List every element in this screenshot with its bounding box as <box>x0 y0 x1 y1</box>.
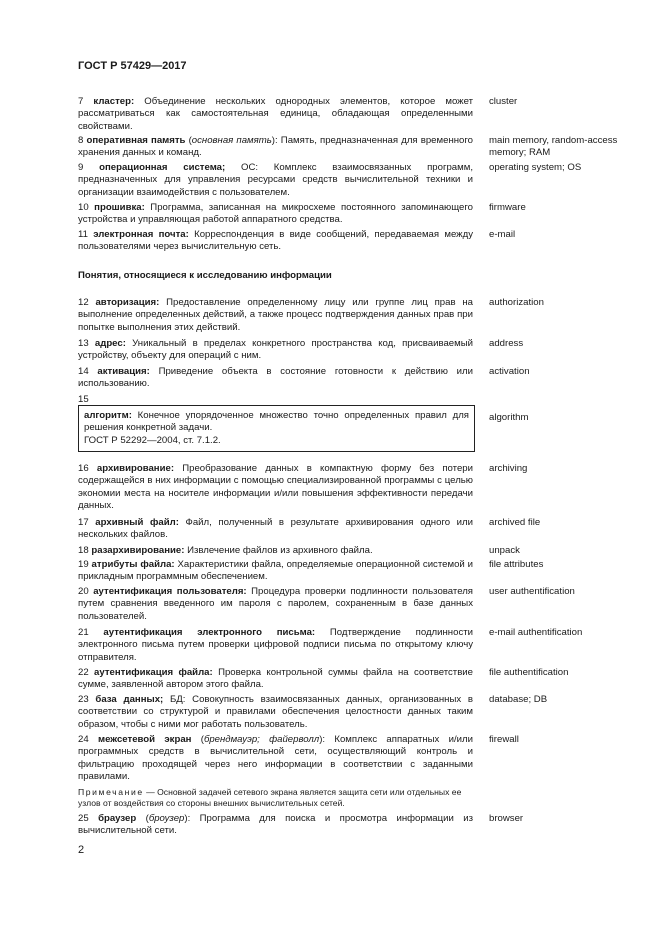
term-english-16: archiving <box>489 463 528 474</box>
note-text: — Основной задачей сетевого экрана является защита сети или отдельных ее узлов от воздействия со стороны внешних вычислительных сетей. <box>78 787 462 809</box>
term-number: 14 <box>78 366 89 377</box>
term-definition: Приведение объекта в состояние готовности к действию или использованию. <box>78 366 473 390</box>
term-title: атрибуты файла: <box>91 559 175 570</box>
term-entry-21 <box>78 627 473 664</box>
term-definition: : Программа для поиска и просмотра информации из вычислительной сети. <box>78 813 473 837</box>
term-english-13: address <box>489 338 524 349</box>
term-title: электронная почта: <box>93 229 189 240</box>
term-title: аутентификация файла: <box>94 667 213 678</box>
term-entry-17 <box>78 517 473 542</box>
term-definition: Подтверждение подлинности электронного письма путем проверки цифровой подписи письма по открытому ключу отправителя. <box>78 627 473 663</box>
standard-reference: ГОСТ Р 52292—2004, ст. 7.1.2. <box>84 434 221 446</box>
term-number: 7 <box>78 96 84 107</box>
term-english-24: firewall <box>489 734 519 745</box>
term-definition: : Память, предназначенная для временного хранения данных и команд. <box>78 135 473 159</box>
term-title: архивный файл: <box>95 517 179 528</box>
term-entry-12 <box>78 297 473 334</box>
term-definition: Корреспонденция в виде сообщений, передаваемая между пользователями через вычислительную сеть. <box>78 229 473 253</box>
term-definition: Объединение нескольких однородных элементов, которое может рассматриваться как самостоятельная единица, обладающая определенными свойствами. <box>78 96 473 132</box>
term-definition: ОС: Комплекс взаимосвязанных программ, предназначенных для управления ресурсами средств вычислительной техники и организации взаимодействия с пользователем. <box>78 162 473 198</box>
term-title: операционная система; <box>99 162 226 173</box>
term-entry-16 <box>78 463 473 512</box>
term-entry-14 <box>78 366 473 391</box>
term-number: 11 <box>78 229 88 240</box>
term-english-25: browser <box>489 813 524 824</box>
term-title: аутентификация электронного письма: <box>103 627 316 638</box>
term-title: алгоритм: <box>84 410 132 421</box>
term-english-23: database; DB <box>489 694 548 705</box>
term-number: 25 <box>78 813 89 824</box>
term-title: адрес: <box>94 338 126 349</box>
term-english-18: unpack <box>489 545 520 556</box>
term-number: 17 <box>78 517 89 528</box>
term-english-10: firmware <box>489 202 526 213</box>
term-synonym: броузер <box>148 813 185 824</box>
term-english-12: authorization <box>489 297 544 308</box>
term-english-20: user authentification <box>489 586 575 597</box>
term-english-14: activation <box>489 366 530 377</box>
term-definition: БД: Совокупность взаимосвязанных данных, организованных в соответствии со структурой и правилами обеспечения целостности данных таким образом, чтобы с ними мог работать пользователь. <box>78 694 473 730</box>
term-definition: Процедура проверки подлинности пользователя путем сравнения введенного им пароля с паролем, сохраненным в базе данных пользователей. <box>78 586 474 622</box>
term-entry-19 <box>78 559 473 584</box>
term-number: 13 <box>78 338 89 349</box>
note <box>78 787 473 810</box>
term-number: 10 <box>78 202 89 213</box>
term-number: 18 <box>78 545 89 556</box>
term-title: аутентификация пользователя: <box>93 586 247 597</box>
note-label: Примечание <box>78 787 144 797</box>
term-english-11: e-mail <box>489 229 516 240</box>
term-entry-24: 24 межсетевой экран (брендмауэр; файерволл): Комплекс аппаратных и/или программных средств в вычислительной сети, осуществляющий контроль и фильтрацию проходящей через него информации в соответствии с заданными правилами. <box>78 734 473 782</box>
term-entry-25: 25 браузер (броузер): Программа для поиска и просмотра информации из вычислительной сети. <box>78 813 473 837</box>
section-title: Понятия, относящиеся к исследованию информации <box>78 270 332 281</box>
term-number: 9 <box>78 162 84 173</box>
term-title: разархивирование: <box>91 545 185 556</box>
term-entry-11 <box>78 229 473 254</box>
term-english-21: e-mail authentification <box>489 627 583 638</box>
term-entry-9 <box>78 162 473 199</box>
term-number: 21 <box>78 627 89 638</box>
term-definition: Конечное упорядоченное множество точно определенных правил для решения конкретной задачи. <box>84 410 469 434</box>
term-title: авторизация: <box>95 297 160 308</box>
term-definition: Предоставление определенному лицу или группе лиц прав на выполнение определенных действий, а также процесс подтверждения данных прав при попытке выполнения этих действий. <box>78 297 473 333</box>
term-definition: Характеристики файла, определяемые операционной системой и прикладным программным обеспечением. <box>78 559 473 583</box>
term-entry-18 <box>78 545 473 557</box>
term-number-15: 15 <box>78 394 89 405</box>
term-english-15: algorithm <box>489 412 529 423</box>
term-entry-7 <box>78 96 473 133</box>
term-entry-23 <box>78 694 473 731</box>
term-entry-15-box <box>78 405 475 452</box>
term-synonym: основная память <box>191 135 272 146</box>
term-number: 19 <box>78 559 89 570</box>
term-number: 12 <box>78 297 89 308</box>
term-title: активация: <box>97 366 150 377</box>
term-definition: Преобразование данных в компактную форму без потери содержащейся в них информации с помощью специализированной программы с целью экономии места на носителе информации и/или повышения эффективности передачи данных. <box>78 463 473 511</box>
term-definition: Проверка контрольной суммы файла на соответствие сумме, заявленной автором этого файла. <box>78 667 473 691</box>
term-definition: Уникальный в пределах конкретного пространства код, присваиваемый устройству, объекту для операций с ним. <box>78 338 473 362</box>
term-definition: : Комплекс аппаратных и/или программных средств в вычислительной сети, осуществляющий контроль и фильтрацию проходящей через него информации в соответствии с заданными правилами. <box>78 734 473 782</box>
term-entry-20 <box>78 586 473 623</box>
term-number: 20 <box>78 586 89 597</box>
term-title: кластер: <box>93 96 135 107</box>
term-english-7: cluster <box>489 96 518 107</box>
term-synonym: брендмауэр; файерволл <box>203 734 320 745</box>
term-entry-8: 8 оперативная память (основная память): Память, предназначенная для временного хранения данных и команд. <box>78 135 473 159</box>
term-entry-10 <box>78 202 473 227</box>
term-english-17: archived file <box>489 517 541 528</box>
term-english-9: operating system; OS <box>489 162 582 173</box>
term-entry-13 <box>78 338 473 363</box>
term-english-8: main memory, random-access memory; RAM <box>489 135 618 159</box>
document-header: ГОСТ Р 57429—2017 <box>78 60 187 72</box>
term-number: 8 <box>78 135 84 146</box>
term-title: оперативная память <box>86 135 186 146</box>
term-english-22: file authentification <box>489 667 569 678</box>
term-number: 23 <box>78 694 89 705</box>
term-number: 22 <box>78 667 89 678</box>
term-number: 16 <box>78 463 89 474</box>
term-title: архивирование: <box>96 463 175 474</box>
term-title: межсетевой экран <box>97 734 192 745</box>
page-number: 2 <box>78 844 85 856</box>
term-definition: Файл, полученный в результате архивирования одного или нескольких файлов. <box>78 517 473 541</box>
term-title: браузер <box>98 813 137 824</box>
term-title: база данных; <box>95 694 164 705</box>
term-title: прошивка: <box>94 202 145 213</box>
term-number: 24 <box>78 734 89 745</box>
term-english-19: file attributes <box>489 559 544 570</box>
term-definition: Извлечение файлов из архивного файла. <box>184 545 373 556</box>
term-definition: Программа, записанная на микросхеме постоянного запоминающего устройства и управляющая работой аппаратного средства. <box>78 202 473 226</box>
term-entry-22 <box>78 667 473 692</box>
